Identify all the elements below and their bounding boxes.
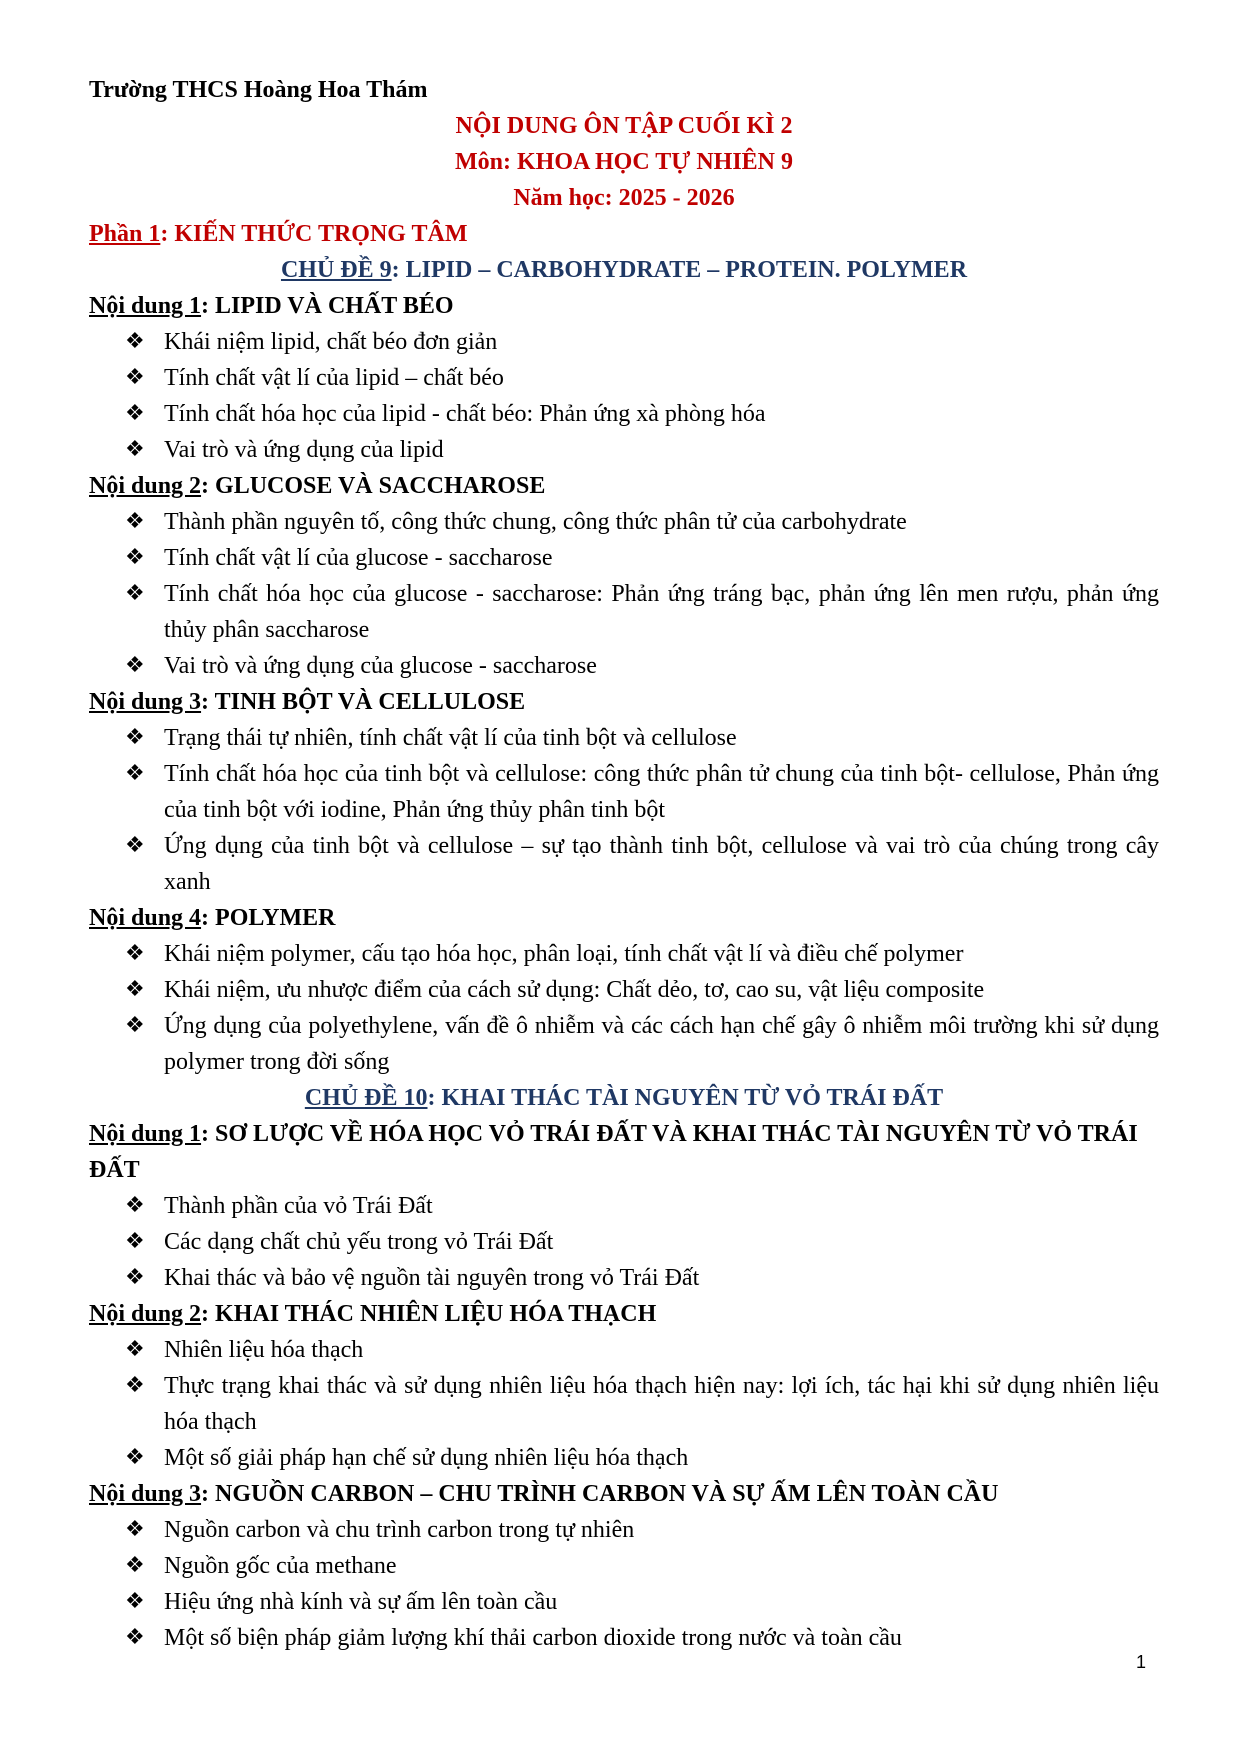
section-title: : SƠ LƯỢC VỀ HÓA HỌC VỎ TRÁI ĐẤT VÀ KHAI THÁC TÀI NGUYÊN TỪ VỎ TRÁI ĐẤT	[89, 1121, 1138, 1183]
section-heading	[89, 1296, 1159, 1332]
list-item	[89, 396, 1159, 432]
list-item	[89, 1584, 1159, 1620]
list-item-text: Ứng dụng của tinh bột và cellulose – sự tạo thành tinh bột, cellulose và vai trò của chúng trong cây xanh	[164, 833, 1159, 895]
list-item	[89, 1332, 1159, 1368]
bullet-list	[89, 720, 1159, 900]
list-item	[89, 1512, 1159, 1548]
list-item	[89, 1548, 1159, 1584]
topic-10-sections	[89, 1116, 1159, 1656]
list-item	[89, 504, 1159, 540]
topic-9-text: : LIPID – CARBOHYDRATE – PROTEIN. POLYMER	[391, 257, 968, 283]
section-label: Nội dung 3	[89, 1481, 202, 1507]
diamond-bullet-icon: ❖	[125, 833, 145, 858]
section-title: : NGUỒN CARBON – CHU TRÌNH CARBON VÀ SỰ ẤM LÊN TOÀN CẦU	[201, 1481, 999, 1507]
list-item	[89, 936, 1159, 972]
list-item	[89, 828, 1159, 900]
diamond-bullet-icon: ❖	[125, 1553, 145, 1578]
document-title: NỘI DUNG ÔN TẬP CUỐI KÌ 2	[455, 113, 793, 139]
list-item-text: Ứng dụng của polyethylene, vấn đề ô nhiễm và các cách hạn chế gây ô nhiễm môi trường khi sử dụng polymer trong đời sống	[164, 1013, 1159, 1075]
section-heading	[89, 1116, 1159, 1188]
bullet-list	[89, 936, 1159, 1080]
diamond-bullet-icon: ❖	[125, 1589, 145, 1614]
page-number: 1	[1136, 1652, 1147, 1672]
list-item	[89, 1440, 1159, 1476]
list-item	[89, 360, 1159, 396]
section-label: Nội dung 4	[89, 905, 202, 931]
section-label: Nội dung 1	[89, 1121, 202, 1147]
diamond-bullet-icon: ❖	[125, 725, 145, 750]
section-label: Nội dung 2	[89, 473, 202, 499]
section-title: : POLYMER	[201, 905, 336, 931]
list-item-text: Khái niệm, ưu nhược điểm của cách sử dụng: Chất dẻo, tơ, cao su, vật liệu composite	[164, 977, 985, 1003]
diamond-bullet-icon: ❖	[125, 1013, 145, 1038]
list-item-text: Vai trò và ứng dụng của glucose - saccharose	[164, 653, 597, 679]
topic-10-text: : KHAI THÁC TÀI NGUYÊN TỪ VỎ TRÁI ĐẤT	[427, 1085, 944, 1111]
section-title: : KHAI THÁC NHIÊN LIỆU HÓA THẠCH	[201, 1301, 657, 1327]
list-item-text: Tính chất hóa học của glucose - saccharose: Phản ứng tráng bạc, phản ứng lên men rượu, phản ứng thủy phân saccharose	[164, 581, 1159, 643]
diamond-bullet-icon: ❖	[125, 1337, 145, 1362]
list-item	[89, 1224, 1159, 1260]
diamond-bullet-icon: ❖	[125, 977, 145, 1002]
document-page	[89, 72, 1159, 1656]
bullet-list	[89, 324, 1159, 468]
list-item	[89, 972, 1159, 1008]
list-item-text: Khái niệm polymer, cấu tạo hóa học, phân loại, tính chất vật lí và điều chế polymer	[164, 941, 964, 967]
bullet-list	[89, 1188, 1159, 1296]
topic-10-heading	[89, 1080, 1159, 1116]
diamond-bullet-icon: ❖	[125, 1229, 145, 1254]
list-item-text: Nguồn gốc của methane	[164, 1553, 397, 1579]
diamond-bullet-icon: ❖	[125, 761, 145, 786]
list-item	[89, 432, 1159, 468]
list-item-text: Tính chất hóa học của tinh bột và cellulose: công thức phân tử chung của tinh bột- cellulose, Phản ứng của tinh bột với iodine, Phản ứng thủy phân tinh bột	[164, 761, 1159, 823]
section-label: Nội dung 2	[89, 1301, 202, 1327]
list-item-text: Tính chất vật lí của lipid – chất béo	[164, 365, 504, 391]
diamond-bullet-icon: ❖	[125, 437, 145, 462]
list-item	[89, 1008, 1159, 1080]
list-item	[89, 1188, 1159, 1224]
diamond-bullet-icon: ❖	[125, 653, 145, 678]
list-item	[89, 540, 1159, 576]
part-heading	[89, 216, 1159, 252]
list-item-text: Khái niệm lipid, chất béo đơn giản	[164, 329, 498, 355]
part-text: : KIẾN THỨC TRỌNG TÂM	[160, 221, 468, 247]
diamond-bullet-icon: ❖	[125, 1625, 145, 1650]
list-item-text: Nguồn carbon và chu trình carbon trong tự nhiên	[164, 1517, 635, 1543]
list-item	[89, 1260, 1159, 1296]
section-heading	[89, 288, 1159, 324]
list-item-text: Thực trạng khai thác và sử dụng nhiên liệu hóa thạch hiện nay: lợi ích, tác hại khi sử dụng nhiên liệu hóa thạch	[164, 1373, 1159, 1435]
list-item-text: Một số biện pháp giảm lượng khí thải carbon dioxide trong nước và toàn cầu	[164, 1625, 902, 1651]
list-item-text: Vai trò và ứng dụng của lipid	[164, 437, 444, 463]
section-heading	[89, 900, 1159, 936]
diamond-bullet-icon: ❖	[125, 545, 145, 570]
list-item-text: Tính chất vật lí của glucose - saccharose	[164, 545, 553, 571]
list-item-text: Hiệu ứng nhà kính và sự ấm lên toàn cầu	[164, 1589, 558, 1615]
list-item	[89, 648, 1159, 684]
list-item	[89, 1620, 1159, 1656]
section-title: : GLUCOSE VÀ SACCHAROSE	[201, 473, 546, 499]
list-item-text: Nhiên liệu hóa thạch	[164, 1337, 364, 1363]
diamond-bullet-icon: ❖	[125, 365, 145, 390]
subject-title: Môn: KHOA HỌC TỰ NHIÊN 9	[454, 149, 794, 175]
list-item	[89, 1368, 1159, 1440]
diamond-bullet-icon: ❖	[125, 509, 145, 534]
bullet-list	[89, 1332, 1159, 1476]
school-name: Trường THCS Hoàng Hoa Thám	[89, 77, 428, 103]
bullet-list	[89, 1512, 1159, 1656]
list-item-text: Khai thác và bảo vệ nguồn tài nguyên trong vỏ Trái Đất	[164, 1265, 700, 1291]
diamond-bullet-icon: ❖	[125, 1445, 145, 1470]
diamond-bullet-icon: ❖	[125, 329, 145, 354]
topic-9-sections	[89, 288, 1159, 1080]
list-item	[89, 324, 1159, 360]
list-item	[89, 576, 1159, 648]
school-year: Năm học: 2025 - 2026	[513, 185, 735, 211]
diamond-bullet-icon: ❖	[125, 941, 145, 966]
diamond-bullet-icon: ❖	[125, 1193, 145, 1218]
list-item-text: Một số giải pháp hạn chế sử dụng nhiên liệu hóa thạch	[164, 1445, 689, 1471]
diamond-bullet-icon: ❖	[125, 1265, 145, 1290]
list-item	[89, 720, 1159, 756]
list-item-text: Thành phần của vỏ Trái Đất	[164, 1193, 433, 1219]
section-label: Nội dung 3	[89, 689, 202, 715]
list-item-text: Thành phần nguyên tố, công thức chung, công thức phân tử của carbohydrate	[164, 509, 907, 535]
list-item-text: Các dạng chất chủ yếu trong vỏ Trái Đất	[164, 1229, 554, 1255]
diamond-bullet-icon: ❖	[125, 401, 145, 426]
section-heading	[89, 684, 1159, 720]
section-title: : TINH BỘT VÀ CELLULOSE	[201, 689, 526, 715]
list-item-text: Tính chất hóa học của lipid - chất béo: Phản ứng xà phòng hóa	[164, 401, 766, 427]
list-item	[89, 756, 1159, 828]
topic-9-heading	[89, 252, 1159, 288]
topic-9-label: CHỦ ĐỀ 9	[280, 257, 392, 283]
section-label: Nội dung 1	[89, 293, 202, 319]
section-heading	[89, 1476, 1159, 1512]
list-item-text: Trạng thái tự nhiên, tính chất vật lí của tinh bột và cellulose	[164, 725, 737, 751]
diamond-bullet-icon: ❖	[125, 581, 145, 606]
bullet-list	[89, 504, 1159, 684]
topic-10-label: CHỦ ĐỀ 10	[304, 1085, 428, 1111]
section-heading	[89, 468, 1159, 504]
part-label: Phần 1	[89, 221, 161, 247]
section-title: : LIPID VÀ CHẤT BÉO	[201, 293, 454, 319]
diamond-bullet-icon: ❖	[125, 1373, 145, 1398]
diamond-bullet-icon: ❖	[125, 1517, 145, 1542]
